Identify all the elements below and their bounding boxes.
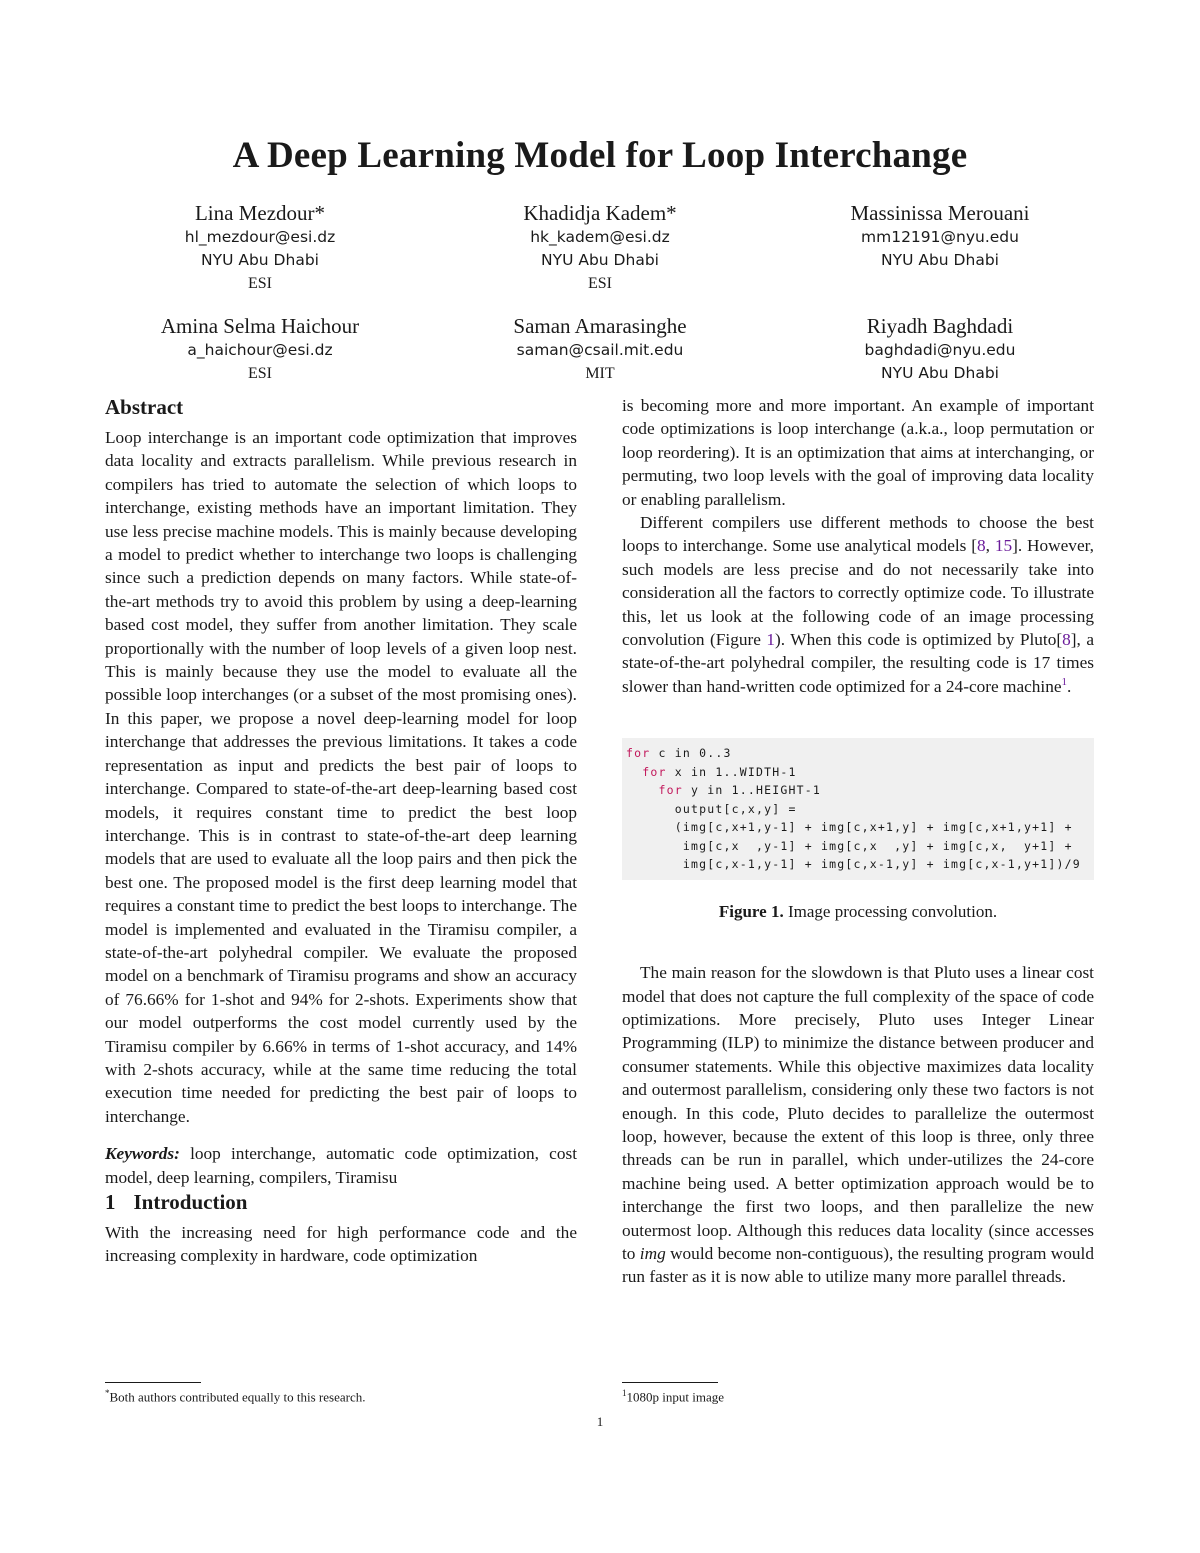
code-line <box>626 781 1094 800</box>
author-name: Massinissa Merouani <box>850 201 1030 225</box>
intro-paragraph-2 <box>622 511 1094 698</box>
text-run: , <box>985 536 995 556</box>
right-column <box>622 394 1094 1289</box>
code-listing <box>622 738 1094 880</box>
citation-link[interactable]: 15 <box>994 536 1013 556</box>
code-text: c in 0..3 <box>650 746 732 761</box>
footnote-rule <box>622 1382 718 1383</box>
author-card <box>100 313 420 385</box>
intro-paragraph-1-continued: is becoming more and more important. An example of important code optimizations is loop interchange (a.k.a., loop permutation or loop reordering). It is an optimization that aims at interchanging, or permuting, two loop levels with the goal of improving data locality or enabling parallelism. <box>622 396 1094 509</box>
footnote-mark: * <box>105 1388 110 1398</box>
author-affiliation: ESI <box>248 365 272 382</box>
author-card <box>780 200 1100 295</box>
citation-link[interactable]: 8 <box>1062 630 1071 650</box>
code-line <box>626 744 1094 763</box>
text-run: ]. However, such models are less precise and do not necessarily take into consideration all the factors to correctly optimize code. To illustrate this, let us look at the following code of an image processing convolution (Figure <box>622 536 1094 650</box>
author-email[interactable]: saman@csail.mit.edu <box>516 341 684 359</box>
text-run: ], a state-of-the-art polyhedral compiler, the resulting code is 17 times slower than hand-written code optimized for a 24-core machine <box>622 630 1095 696</box>
author-email[interactable]: baghdadi@nyu.edu <box>864 341 1016 359</box>
intro-paragraph-3 <box>622 961 1094 1289</box>
code-line: (img[c,x+1,y-1] + img[c,x+1,y] + img[c,x+1,y+1] + <box>626 820 1073 835</box>
author-affiliation: NYU Abu Dhabi <box>881 364 999 382</box>
intro-heading <box>105 1189 577 1215</box>
code-keyword: for <box>658 783 683 798</box>
keywords-text: loop interchange, automatic code optimization, cost model, deep learning, compilers, Tiramisu <box>105 1144 577 1187</box>
page-number: 1 <box>596 1414 604 1429</box>
author-row-1 <box>100 200 1100 295</box>
code-term: img <box>639 1244 666 1264</box>
citation-link[interactable]: 8 <box>977 536 986 556</box>
author-card <box>780 313 1100 385</box>
author-name: Khadidja Kadem* <box>523 201 677 225</box>
author-card <box>440 313 760 385</box>
footnote-mark: 1 <box>622 1388 627 1398</box>
footnote-left <box>105 1382 365 1405</box>
abstract-heading: Abstract <box>105 395 184 419</box>
keywords <box>105 1142 577 1189</box>
text-run: . <box>1067 676 1072 696</box>
author-name: Saman Amarasinghe <box>513 314 687 338</box>
paper-title: A Deep Learning Model for Loop Interchange <box>232 135 968 176</box>
left-column <box>105 394 577 1268</box>
author-affiliation-2: ESI <box>588 275 612 292</box>
keywords-label: Keywords: <box>105 1144 180 1164</box>
footnote-text: 1080p input image <box>626 1389 724 1405</box>
author-card <box>100 200 420 295</box>
section-number: 1 <box>105 1190 116 1214</box>
author-name: Riyadh Baghdadi <box>866 314 1014 338</box>
author-affiliation: NYU Abu Dhabi <box>541 251 659 269</box>
code-line: output[c,x,y] = <box>626 801 797 816</box>
author-email[interactable]: hl_mezdour@esi.dz <box>184 228 336 246</box>
section-title: Introduction <box>133 1190 248 1214</box>
author-name: Lina Mezdour* <box>194 201 326 225</box>
figure-label: Figure 1. <box>718 901 784 921</box>
author-name: Amina Selma Haichour <box>160 314 360 338</box>
code-line: img[c,x ,y-1] + img[c,x ,y] + img[c,x, y+1] + <box>626 838 1073 853</box>
abstract-text: Loop interchange is an important code optimization that improves data locality and extracts parallelism. While previous research in compilers has tried to automate the selection of which loops to interchange, existing methods have an important limitation. They use less precise machine models. This is mainly because developing a model to predict whether to interchange two loops is challenging since such a prediction depends on many factors. While state-of-the-art methods try to avoid this problem by using a deep-learning based cost model, they suffer from another limitation. They scale proportionally with the number of loop levels of a given loop nest. This is mainly because they use the model to evaluate all the possible loop interchanges (or a subset of the most promising ones). In this paper, we propose a novel deep-learning model for loop interchange that addresses the previous limitations. It takes a code representation as input and predicts the best pair of loops to interchange. Compared to state-of-the-art deep-learning based cost models, it requires constant time to predict the best loop interchange. This is in contrast to state-of-the-art deep learning models that are used to evaluate all the loop pairs and then pick the best one. The proposed model is the first deep learning model that requires a constant time to predict the best loops to interchange. The model is implemented and evaluated in the Tiramisu compiler, a state-of-the-art polyhedral compiler. We evaluate the proposed model on a benchmark of Tiramisu programs and show an accuracy of 76.66% for 1-shot and 94% for 2-shots. Experiments show that our model outperforms the cost model currently used by the Tiramisu compiler by 6.66% in terms of 1-shot accuracy, and 14% with 2-shots accuracy, while at the same time reducing the total execution time needed for predicting the best pair of loops to interchange. <box>105 428 577 1126</box>
footnote-right <box>622 1382 724 1405</box>
author-affiliation: NYU Abu Dhabi <box>201 251 319 269</box>
author-row-2 <box>100 313 1100 385</box>
code-keyword: for <box>642 764 667 779</box>
author-affiliation-2: ESI <box>248 275 272 292</box>
footnote-rule <box>105 1382 201 1383</box>
author-email[interactable]: a_haichour@esi.dz <box>187 341 333 359</box>
author-affiliation: MIT <box>585 365 615 382</box>
footnote-text: Both authors contributed equally to this research. <box>109 1389 366 1405</box>
text-run: The main reason for the slowdown is that Pluto uses a linear cost model that does not capture the full complexity of the space of code optimizations. More precisely, Pluto uses Integer Linear Programming (ILP) to minimize the distance between producer and consumer statements. While this objective maximizes data locality and outermost parallelism, considering only these two factors is not enough. In this code, Pluto decides to parallelize the outermost loop, however, because the extent of this loop is three, only three threads can be run in parallel, which under-utilizes the 24-core machine being used. A better optimization approach would be to interchange the first two loops, and then parallelize the new outermost loop. Although this reduces data locality (since accesses to <box>622 963 1094 1264</box>
text-run: ). When this code is optimized by Pluto[ <box>775 630 1063 650</box>
text-run: would become non-contiguous), the resulting program would run faster as it is now able to utilize many more parallel threads. <box>622 1244 1095 1287</box>
author-card <box>440 200 760 295</box>
intro-paragraph-1: With the increasing need for high performance code and the increasing complexity in hardware, code optimization <box>105 1223 577 1266</box>
author-email[interactable]: hk_kadem@esi.dz <box>530 228 670 246</box>
figure-link[interactable]: 1 <box>766 630 776 650</box>
author-block <box>100 200 1100 403</box>
code-text: x in 1..WIDTH-1 <box>666 764 797 779</box>
author-email[interactable]: mm12191@nyu.edu <box>861 228 1019 246</box>
code-keyword: for <box>626 746 651 761</box>
figure-caption-text: Image processing convolution. <box>783 901 998 921</box>
code-line <box>626 763 1094 782</box>
author-affiliation: NYU Abu Dhabi <box>881 251 999 269</box>
code-text: y in 1..HEIGHT-1 <box>682 783 821 798</box>
text-run: Different compilers use different methods to choose the best loops to interchange. Some use analytical models [ <box>622 513 1094 556</box>
code-line: img[c,x-1,y-1] + img[c,x-1,y] + img[c,x-1,y+1])/9 <box>626 857 1081 872</box>
figure-caption <box>622 900 1094 923</box>
footnote-link[interactable]: 1 <box>1061 676 1068 689</box>
